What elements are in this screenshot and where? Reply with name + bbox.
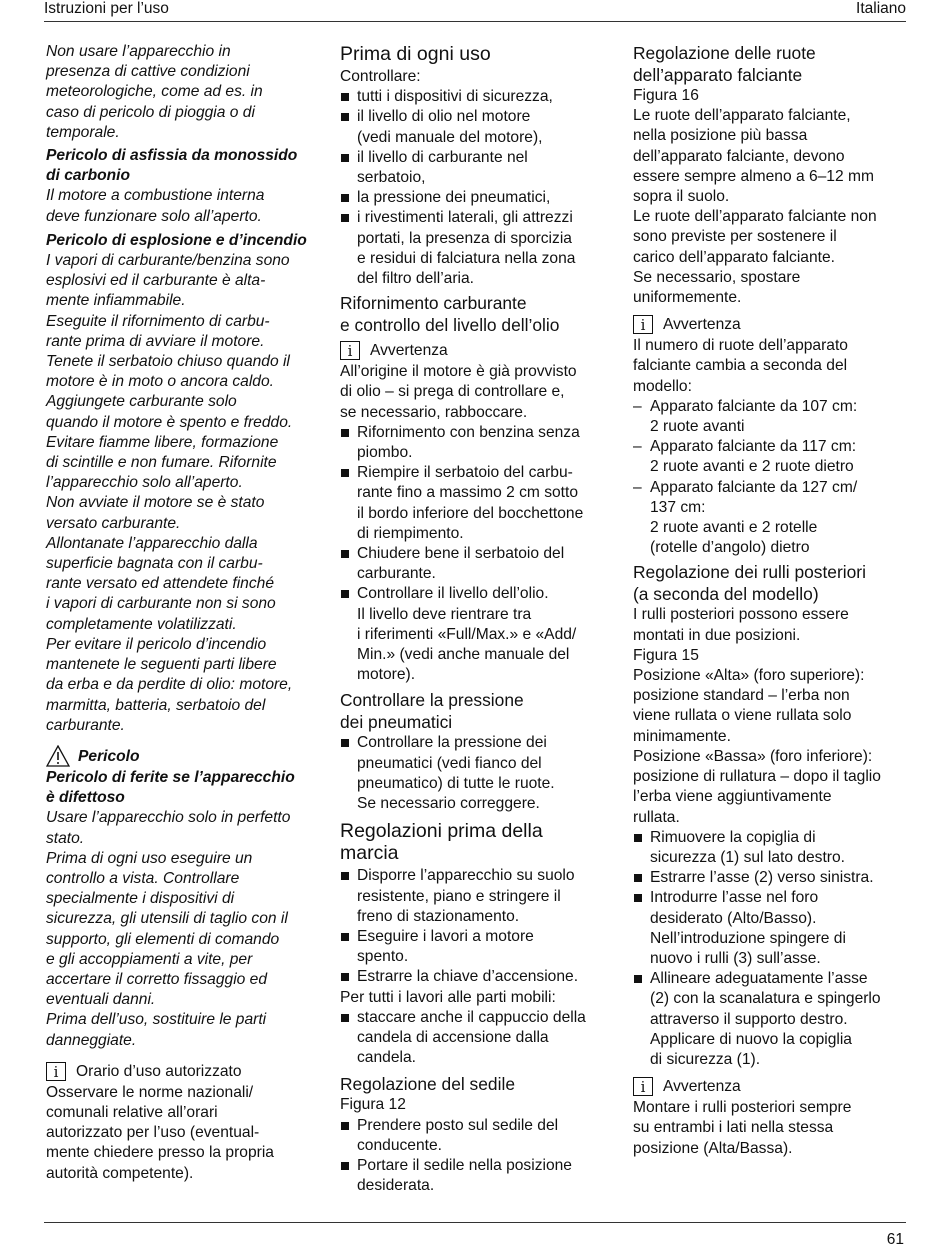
bullet-item bbox=[340, 967, 610, 987]
text-line: il livello di carburante nel bbox=[357, 148, 528, 166]
text-line: Se necessario, spostare bbox=[633, 268, 801, 286]
dash-item bbox=[633, 437, 908, 477]
note-label: Avvertenza bbox=[370, 342, 448, 360]
text-line: Applicare di nuovo la copiglia bbox=[650, 1030, 852, 1048]
text-line: specialmente i dispositivi di bbox=[46, 890, 235, 908]
text-line: candela. bbox=[357, 1049, 416, 1067]
text-line: carburante. bbox=[357, 565, 436, 583]
text-line: (2) con la scanalatura e spingerlo bbox=[650, 990, 881, 1008]
text-line: Disporre l’apparecchio su suolo bbox=[357, 867, 575, 885]
seat-figure-ref: Figura 12 bbox=[340, 1096, 406, 1114]
info-icon: i bbox=[340, 341, 360, 360]
weather-warning bbox=[46, 42, 318, 143]
text-line: desiderata. bbox=[357, 1177, 435, 1195]
text-line: sono previste per sostenere il bbox=[633, 228, 837, 246]
text-line: 2 ruote avanti e 2 rotelle bbox=[650, 519, 818, 537]
rollers-final-text bbox=[633, 1098, 908, 1159]
text-line: nella posizione più bassa bbox=[633, 127, 808, 145]
text-line: Allontanate l’apparecchio dalla bbox=[46, 534, 258, 552]
bullet-item bbox=[340, 107, 610, 147]
text-line: Min.» (vedi anche manuale del bbox=[357, 646, 570, 664]
text-line: mente chiedere presso la propria bbox=[46, 1144, 274, 1162]
bullet-item bbox=[340, 1116, 610, 1156]
text-line: dell’apparato falciante, devono bbox=[633, 147, 845, 165]
moving-parts-list bbox=[340, 1008, 610, 1069]
text-line: eventuali danni. bbox=[46, 991, 156, 1009]
refuel-list bbox=[340, 423, 610, 686]
text-line: falciante cambia a seconda del bbox=[633, 357, 848, 375]
header-left: Istruzioni per l’uso bbox=[44, 0, 169, 17]
text-line: (a seconda del modello) bbox=[633, 584, 819, 605]
text-line: quando il motore è spento e freddo. bbox=[46, 413, 293, 431]
usage-time-text bbox=[46, 1083, 318, 1184]
wheels-title bbox=[633, 42, 908, 86]
bullet-item bbox=[633, 888, 908, 969]
bullet-item bbox=[340, 1156, 610, 1196]
injury-text bbox=[46, 808, 318, 1050]
text-line: dell’apparato falciante bbox=[633, 65, 803, 85]
text-line: sopra il suolo. bbox=[633, 188, 730, 206]
text-line: e controllo del livello dell’olio bbox=[340, 315, 560, 336]
text-line: Evitare fiamme libere, formazione bbox=[46, 433, 279, 451]
wheels-count-text bbox=[633, 336, 908, 397]
bullet-item bbox=[340, 423, 610, 463]
text-line: Posizione «Bassa» (foro inferiore): bbox=[633, 747, 873, 765]
bullet-item bbox=[340, 208, 610, 289]
text-line: Per evitare il pericolo d’incendio bbox=[46, 635, 267, 653]
text-line: Prendere posto sul sedile del bbox=[357, 1116, 559, 1134]
text-line: autorità competente). bbox=[46, 1164, 194, 1182]
text-line: sicurezza (1) sul lato destro. bbox=[650, 848, 845, 866]
text-line: supporto, gli elementi di comando bbox=[46, 930, 280, 948]
text-line: Se necessario correggere. bbox=[357, 795, 540, 813]
text-line: posizione (Alta/Bassa). bbox=[633, 1139, 793, 1157]
bullet-item bbox=[340, 188, 610, 208]
text-line: I rulli posteriori possono essere bbox=[633, 606, 849, 624]
text-line: Nell’introduzione spingere di bbox=[650, 929, 846, 947]
text-line: su entrambi i lati nella stessa bbox=[633, 1119, 834, 1137]
text-line: Regolazioni prima della bbox=[340, 820, 543, 843]
page-header bbox=[44, 0, 906, 22]
info-icon: i bbox=[46, 1062, 66, 1081]
bullet-item bbox=[340, 584, 610, 685]
text-line: nuovo i rulli (3) sull’asse. bbox=[650, 949, 821, 967]
text-line: completamente volatilizzati. bbox=[46, 615, 237, 633]
seat-title: Regolazione del sedile bbox=[340, 1074, 515, 1095]
rollers-list bbox=[633, 828, 908, 1070]
text-line: mantenete le seguenti parti libere bbox=[46, 656, 277, 674]
text-line: Il numero di ruote dell’apparato bbox=[633, 337, 848, 355]
text-line: (rotelle d’angolo) dietro bbox=[650, 539, 810, 557]
text-line: Le ruote dell’apparato falciante, bbox=[633, 107, 851, 125]
text-line: dei pneumatici bbox=[340, 712, 453, 733]
text-line: posizione di rullatura – dopo il taglio bbox=[633, 768, 881, 786]
wheels-text bbox=[633, 106, 908, 308]
text-line: montati in due posizioni. bbox=[633, 626, 801, 644]
text-line: conducente. bbox=[357, 1136, 442, 1154]
note-label: Avvertenza bbox=[663, 1078, 741, 1096]
dash-item bbox=[633, 397, 908, 437]
text-line: controllo a vista. Controllare bbox=[46, 869, 240, 887]
text-line: presenza di cattive condizioni bbox=[46, 63, 250, 81]
bullet-item bbox=[633, 828, 908, 868]
text-line: All’origine il motore è già provvisto bbox=[340, 363, 577, 381]
text-line: motore). bbox=[357, 666, 416, 684]
text-line: candela di accensione dalla bbox=[357, 1028, 549, 1046]
text-line: accertare il corretto fissaggio ed bbox=[46, 970, 268, 988]
info-icon: i bbox=[633, 315, 653, 334]
text-line: il bordo inferiore del bocchettone bbox=[357, 504, 584, 522]
refuel-title bbox=[340, 292, 610, 336]
text-line: serbatoio, bbox=[357, 169, 426, 187]
text-line: Controllare la pressione bbox=[340, 690, 524, 711]
text-line: Controllare la pressione dei bbox=[357, 734, 547, 752]
text-line: Prima dell’uso, sostituire le parti bbox=[46, 1011, 267, 1029]
bullet-item bbox=[340, 544, 610, 584]
text-line: piombo. bbox=[357, 444, 413, 462]
text-line: carburante. bbox=[46, 716, 125, 734]
text-line: Il livello deve rientrare tra bbox=[357, 605, 532, 623]
text-line: è difettoso bbox=[46, 789, 125, 807]
text-line: esplosivi ed il carburante è alta- bbox=[46, 272, 266, 290]
text-line: Figura 15 bbox=[633, 646, 699, 664]
wheels-dash-list bbox=[633, 397, 908, 559]
bullet-item bbox=[340, 148, 610, 188]
text-line: temporale. bbox=[46, 123, 120, 141]
text-line: se necessario, rabboccare. bbox=[340, 403, 528, 421]
bullet-item bbox=[340, 733, 610, 814]
page-number: 61 bbox=[886, 1231, 904, 1248]
text-line: del filtro dell’aria. bbox=[357, 270, 475, 288]
text-line: Pericolo di ferite se l’apparecchio bbox=[46, 768, 295, 786]
text-line: pneumatico) di tutte le ruote. bbox=[357, 774, 555, 792]
column-2 bbox=[340, 42, 610, 1196]
bullet-item bbox=[633, 969, 908, 1070]
refuel-note-text bbox=[340, 362, 610, 423]
text-line: Regolazione delle ruote bbox=[633, 43, 816, 63]
text-line: essere sempre almeno a 6–12 mm bbox=[633, 167, 874, 185]
text-line: 2 ruote avanti bbox=[650, 418, 745, 436]
text-line: il livello di olio nel motore bbox=[357, 108, 531, 126]
text-line: motore è in moto o ancora caldo. bbox=[46, 373, 274, 391]
text-line: rante fino a massimo 2 cm sotto bbox=[357, 484, 579, 502]
text-line: tutti i dispositivi di sicurezza, bbox=[357, 88, 553, 106]
text-line: deve funzionare solo all’aperto. bbox=[46, 207, 262, 225]
warning-triangle-icon bbox=[46, 745, 70, 767]
text-line: viene rullata o viene rullata solo bbox=[633, 707, 852, 725]
text-line: i rivestimenti laterali, gli attrezzi bbox=[357, 209, 573, 227]
text-line: la pressione dei pneumatici, bbox=[357, 189, 551, 207]
text-line: resistente, piano e stringere il bbox=[357, 887, 561, 905]
text-line: da erba e da perdite di olio: motore, bbox=[46, 676, 293, 694]
text-line: Rifornimento con benzina senza bbox=[357, 423, 580, 441]
text-line: 137 cm: bbox=[650, 498, 706, 516]
danger-label: Pericolo bbox=[78, 747, 140, 765]
text-line: portati, la presenza di sporcizia bbox=[357, 229, 572, 247]
check-intro: Controllare: bbox=[340, 68, 421, 85]
explosion-title: Pericolo di esplosione e d’incendio bbox=[46, 231, 307, 249]
text-line: caso di pericolo di pioggia o di bbox=[46, 103, 255, 121]
column-1 bbox=[46, 42, 318, 1184]
injury-title bbox=[46, 768, 318, 808]
text-line: Pericolo di asfissia da monossido bbox=[46, 147, 298, 165]
seat-list bbox=[340, 1116, 610, 1197]
text-line: comunali relative all’orari bbox=[46, 1103, 218, 1121]
text-line: rante versato ed attendete finché bbox=[46, 575, 274, 593]
text-line: freno di stazionamento. bbox=[357, 907, 520, 925]
text-line: Allineare adeguatamente l’asse bbox=[650, 970, 868, 988]
explosion-text bbox=[46, 251, 318, 736]
text-line: Osservare le norme nazionali/ bbox=[46, 1083, 254, 1101]
text-line: e gli accoppiamenti a vite, per bbox=[46, 950, 253, 968]
text-line: Eseguite il rifornimento di carbu- bbox=[46, 312, 270, 330]
text-line: Rimuovere la copiglia di bbox=[650, 828, 816, 846]
header-right: Italiano bbox=[856, 0, 906, 17]
rollers-title bbox=[633, 561, 908, 605]
text-line: – Apparato falciante da 107 cm: bbox=[650, 397, 858, 415]
text-line: Aggiungete carburante solo bbox=[46, 393, 237, 411]
text-line: Regolazione dei rulli posteriori bbox=[633, 562, 866, 583]
text-line: Posizione «Alta» (foro superiore): bbox=[633, 667, 865, 685]
text-line: stato. bbox=[46, 829, 85, 847]
text-line: pneumatici (vedi fianco del bbox=[357, 754, 542, 772]
text-line: Rifornimento carburante bbox=[340, 293, 527, 314]
text-line: i riferimenti «Full/Max.» e «Add/ bbox=[357, 625, 577, 643]
text-line: posizione standard – l’erba non bbox=[633, 687, 850, 705]
text-line: modello: bbox=[633, 377, 692, 395]
dash-item bbox=[633, 478, 908, 559]
text-line: l’apparecchio solo all’aperto. bbox=[46, 474, 243, 492]
text-line: autorizzato per l’uso (eventual- bbox=[46, 1124, 260, 1142]
text-line: Non avviate il motore se è stato bbox=[46, 494, 265, 512]
text-line: sicurezza, gli utensili di taglio con il bbox=[46, 910, 288, 928]
before-use-title: Prima di ogni uso bbox=[340, 43, 491, 65]
text-line: Le ruote dell’apparato falciante non bbox=[633, 208, 877, 226]
asphyxia-text bbox=[46, 186, 318, 226]
text-line: Prima di ogni uso eseguire un bbox=[46, 849, 253, 867]
note-label: Avvertenza bbox=[663, 316, 741, 334]
text-line: (vedi manuale del motore), bbox=[357, 128, 543, 146]
text-line: Usare l’apparecchio solo in perfetto bbox=[46, 809, 291, 827]
text-line: spento. bbox=[357, 948, 409, 966]
text-line: di olio – si prega di controllare e, bbox=[340, 383, 565, 401]
text-line: Riempire il serbatoio del carbu- bbox=[357, 464, 573, 482]
text-line: e residui di falciatura nella zona bbox=[357, 249, 576, 267]
text-line: desiderato (Alto/Basso). bbox=[650, 909, 817, 927]
text-line: superficie bagnata con il carbu- bbox=[46, 555, 263, 573]
bullet-item bbox=[633, 868, 908, 888]
text-line: di carbonio bbox=[46, 167, 131, 185]
text-line: Portare il sedile nella posizione bbox=[357, 1156, 572, 1174]
text-line: Chiudere bene il serbatoio del bbox=[357, 545, 565, 563]
text-line: di sicurezza (1). bbox=[650, 1050, 761, 1068]
text-line: Estrarre la chiave d’accensione. bbox=[357, 968, 579, 986]
text-line: Tenete il serbatoio chiuso quando il bbox=[46, 353, 290, 371]
text-line: minimamente. bbox=[633, 727, 731, 745]
bullet-item bbox=[340, 463, 610, 544]
rollers-text bbox=[633, 605, 908, 827]
text-line: Non usare l’apparecchio in bbox=[46, 43, 231, 60]
info-icon: i bbox=[633, 1077, 653, 1096]
text-line: attraverso il supporto destro. bbox=[650, 1010, 848, 1028]
text-line: meteorologiche, come ad es. in bbox=[46, 83, 263, 101]
text-line: staccare anche il cappuccio della bbox=[357, 1008, 586, 1026]
check-list bbox=[340, 87, 610, 289]
text-line: carico dell’apparato falciante. bbox=[633, 248, 835, 266]
text-line: versato carburante. bbox=[46, 514, 181, 532]
text-line: danneggiate. bbox=[46, 1031, 137, 1049]
text-line: – Apparato falciante da 127 cm/ bbox=[650, 478, 858, 496]
text-line: l’erba viene aggiuntivamente bbox=[633, 788, 832, 806]
bullet-item bbox=[340, 1008, 610, 1069]
bullet-item bbox=[340, 866, 610, 927]
danger-heading bbox=[46, 744, 318, 768]
text-line: Estrarre l’asse (2) verso sinistra. bbox=[650, 869, 874, 887]
text-line: mente infiammabile. bbox=[46, 292, 186, 310]
wheels-figure-ref: Figura 16 bbox=[633, 87, 699, 104]
text-line: Il motore a combustione interna bbox=[46, 187, 265, 205]
tyre-pressure-list bbox=[340, 733, 610, 814]
bullet-item bbox=[340, 87, 610, 107]
bullet-item bbox=[340, 927, 610, 967]
text-line: marcia bbox=[340, 842, 399, 865]
text-line: uniformemente. bbox=[633, 289, 742, 307]
text-line: 2 ruote avanti e 2 ruote dietro bbox=[650, 458, 854, 476]
page-footer-rule bbox=[44, 1222, 906, 1223]
column-3 bbox=[633, 42, 908, 1159]
settings-list bbox=[340, 866, 610, 987]
refuel-note-heading bbox=[340, 340, 610, 362]
text-line: – Apparato falciante da 117 cm: bbox=[650, 438, 857, 456]
asphyxia-title bbox=[46, 146, 318, 186]
usage-time-title: Orario d’uso autorizzato bbox=[76, 1062, 242, 1080]
text-line: Eseguire i lavori a motore bbox=[357, 927, 534, 945]
tyre-pressure-title bbox=[340, 689, 610, 733]
text-line: rante prima di avviare il motore. bbox=[46, 332, 265, 350]
text-line: marmitta, batteria, serbatoio del bbox=[46, 696, 266, 714]
wheels-note-heading bbox=[633, 314, 908, 336]
moving-parts-text: Per tutti i lavori alle parti mobili: bbox=[340, 988, 556, 1006]
text-line: Introdurre l’asse nel foro bbox=[650, 889, 819, 907]
settings-title bbox=[340, 820, 610, 864]
text-line: di riempimento. bbox=[357, 524, 464, 542]
text-line: Montare i rulli posteriori sempre bbox=[633, 1099, 852, 1117]
rollers-note-heading bbox=[633, 1076, 908, 1098]
usage-time-heading bbox=[46, 1061, 318, 1083]
text-line: di scintille e non fumare. Rifornite bbox=[46, 454, 277, 472]
text-line: rullata. bbox=[633, 808, 680, 826]
text-line: I vapori di carburante/benzina sono bbox=[46, 252, 290, 270]
text-line: i vapori di carburante non si sono bbox=[46, 595, 276, 613]
text-line: Controllare il livello dell’olio. bbox=[357, 585, 549, 603]
